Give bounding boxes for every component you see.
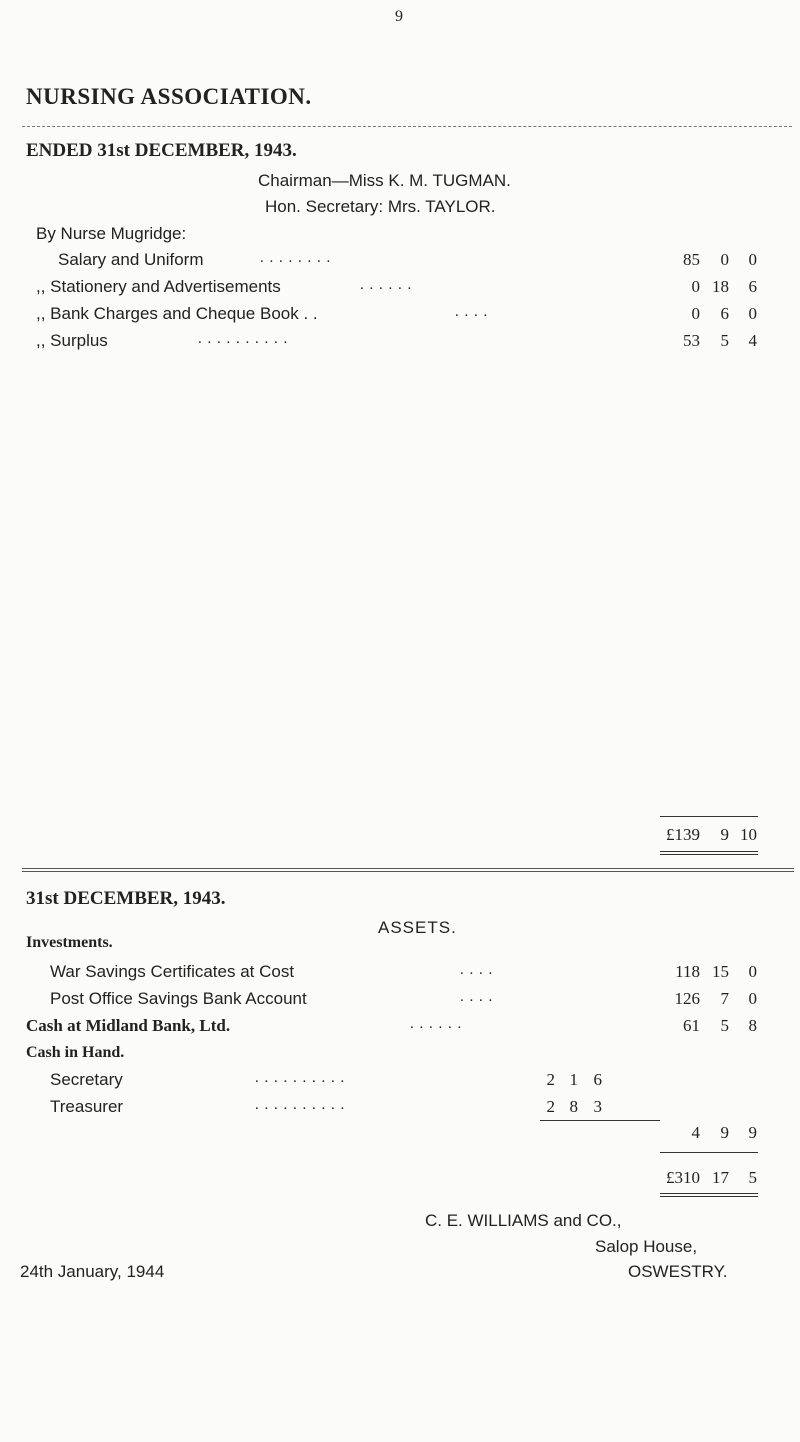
row-pounds: 61 [683,1016,700,1035]
page-title: NURSING ASSOCIATION. [26,84,312,109]
row-shillings: 5 [720,331,729,350]
double-rule-bottom [660,1196,758,1197]
row-pence: 8 [748,1016,757,1035]
double-rule-top [660,851,758,852]
total-rule [660,1152,758,1153]
row-pounds: 0 [691,277,700,296]
row-leader: . . . . . . . . . . [255,1097,346,1113]
row-leader: . . . . . . [410,1016,463,1032]
row-leader: . . . . . . . . . . [198,331,289,347]
investments-heading: Investments. [26,934,113,951]
title-rule [22,126,792,127]
section1-total-row [0,825,800,847]
table-row [0,277,800,299]
row-label: Treasurer [50,1097,124,1116]
row-pounds: 126 [674,989,700,1008]
row-leader: . . . . [455,304,489,320]
total-shillings: 9 [720,825,729,844]
row-leader: . . . . [460,989,494,1005]
statement-date: 24th January, 1944 [20,1262,165,1281]
assets-heading: ASSETS. [378,918,457,937]
row-pence: 0 [748,989,757,1008]
row-label: Post Office Savings Bank Account [50,989,307,1008]
double-rule-top [660,1193,758,1194]
row-pounds: 2 [546,1070,555,1089]
row-label: Salary and Uniform [58,250,204,269]
table-row [0,1070,800,1092]
row-shillings: 1 [569,1070,578,1089]
table-row [0,331,800,353]
row-shillings: 9 [720,1123,729,1142]
page-number: 9 [395,8,403,25]
row-leader: . . . . [460,962,494,978]
section-divider-2 [22,871,794,872]
table-row [0,962,800,984]
row-label: ,, Bank Charges and Cheque Book . . [36,304,318,323]
secretary-line: Hon. Secretary: Mrs. TAYLOR. [265,197,496,216]
row-leader: . . . . . . . . . . [255,1070,346,1086]
row-pounds: 53 [683,331,700,350]
row-label: War Savings Certificates at Cost [50,962,295,981]
row-pounds: 2 [546,1097,555,1116]
cash-in-hand-heading: Cash in Hand. [26,1044,125,1061]
row-shillings: 5 [720,1016,729,1035]
row-pence: 4 [748,331,757,350]
row-shillings: 0 [720,250,729,269]
row-label: ,, Surplus [36,331,108,350]
table-row [0,250,800,272]
total-rule [660,816,758,817]
row-shillings: 7 [720,989,729,1008]
by-nurse-line: By Nurse Mugridge: [36,224,187,243]
row-pence: 0 [748,304,757,323]
row-leader: . . . . . . . . [260,250,332,266]
table-row [0,304,800,326]
row-pence: 6 [593,1070,602,1089]
auditor-address-1: Salop House, [595,1237,698,1256]
row-shillings: 18 [712,277,729,296]
row-pounds: 85 [683,250,700,269]
row-pence: 3 [593,1097,602,1116]
section2-total-row [0,1168,800,1190]
chairman-line: Chairman—Miss K. M. TUGMAN. [258,171,511,190]
total-shillings: 17 [712,1168,729,1187]
row-label: Cash at Midland Bank, Ltd. [26,1016,231,1035]
row-pounds: 118 [675,962,700,981]
hand-subtotal-rule [540,1120,660,1121]
row-shillings: 15 [712,962,729,981]
total-pence: 10 [740,825,757,844]
row-pence: 9 [748,1123,757,1142]
section2-heading: 31st DECEMBER, 1943. [26,888,226,909]
section-divider [22,868,794,869]
row-shillings: 8 [569,1097,578,1116]
auditor-name: C. E. WILLIAMS and CO., [425,1211,622,1230]
row-pence: 6 [748,277,757,296]
hand-subtotal-row [0,1123,800,1145]
row-pence: 0 [748,250,757,269]
total-pounds: £139 [666,825,700,844]
total-pence: 5 [748,1168,757,1187]
double-rule-bottom [660,854,758,855]
row-label: ,, Stationery and Advertisements [36,277,281,296]
total-pounds: £310 [666,1168,700,1187]
row-shillings: 6 [720,304,729,323]
table-row [0,1016,800,1038]
row-pounds: 4 [691,1123,700,1142]
row-pence: 0 [748,962,757,981]
section1-heading: ENDED 31st DECEMBER, 1943. [26,140,297,161]
row-leader: . . . . . . [360,277,413,293]
row-pounds: 0 [691,304,700,323]
table-row [0,989,800,1011]
table-row [0,1097,800,1119]
row-label: Secretary [50,1070,123,1089]
auditor-address-2: OSWESTRY. [628,1262,728,1281]
